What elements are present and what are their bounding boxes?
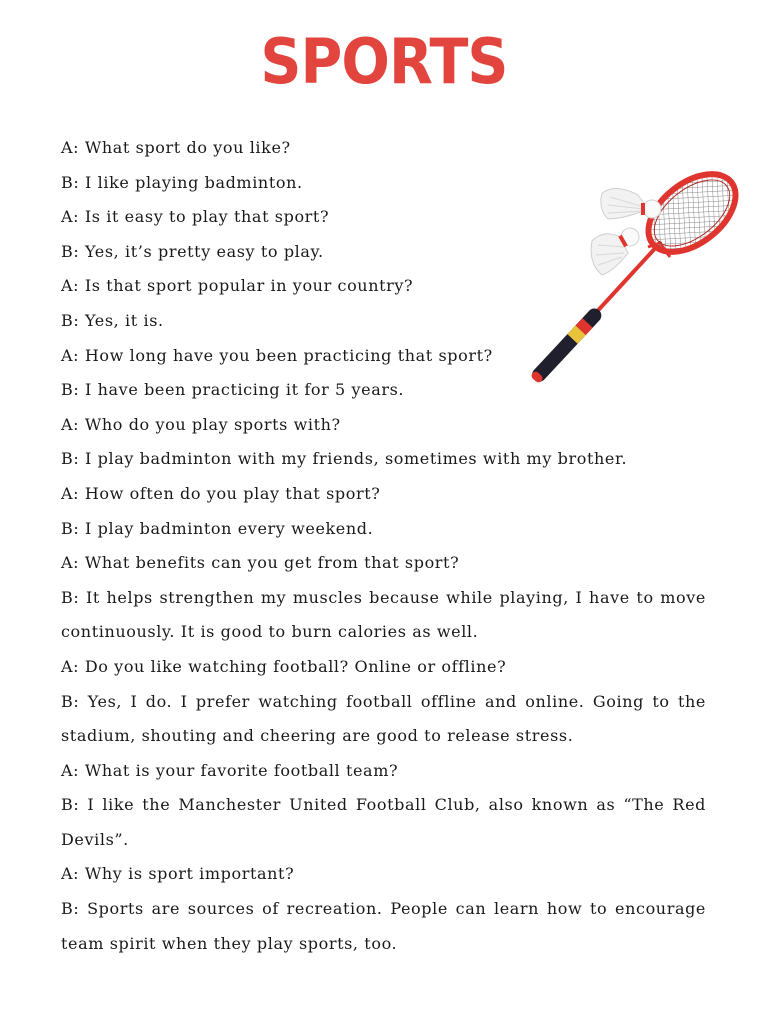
dialogue-line: A: Why is sport important? <box>61 864 295 884</box>
dialogue <box>61 131 706 961</box>
dialogue-line: A: Is it easy to play that sport? <box>61 207 330 227</box>
page-title: SPORTS <box>260 25 508 98</box>
dialogue-line: A: How often do you play that sport? <box>61 483 381 503</box>
dialogue-line: A: Who do you play sports with? <box>61 414 341 434</box>
dialogue-line: A: What benefits can you get from that sport? <box>61 553 460 573</box>
dialogue-line: B: It helps strengthen my muscles because while playing, I have to move continuously. It is good to burn calories as well. <box>61 587 706 642</box>
dialogue-line: B: I like playing badminton. <box>61 172 303 192</box>
dialogue-line: B: I have been practicing it for 5 years. <box>61 380 405 400</box>
dialogue-line: A: How long have you been practicing that sport? <box>61 345 493 365</box>
dialogue-line: B: I play badminton every weekend. <box>61 518 374 538</box>
dialogue-line: B: I play badminton with my friends, sometimes with my brother. <box>61 449 628 469</box>
dialogue-line: A: What sport do you like? <box>61 138 291 157</box>
dialogue-line: B: I like the Manchester United Football Club, also known as “The Red Devils”. <box>61 795 706 849</box>
dialogue-line: B: Yes, it’s pretty easy to play. <box>61 241 324 261</box>
dialogue-line: A: Is that sport popular in your country? <box>61 276 414 296</box>
dialogue-line: A: Do you like watching football? Online or offline? <box>61 656 507 676</box>
dialogue-line: A: What is your favorite football team? <box>61 760 399 780</box>
dialogue-line: B: Sports are sources of recreation. People can learn how to encourage team spirit when they play sports, too. <box>61 899 706 953</box>
dialogue-line: B: Yes, it is. <box>61 310 164 330</box>
dialogue-line: B: Yes, I do. I prefer watching football offline and online. Going to the stadium, shouting and cheering are good to release stress. <box>61 691 706 746</box>
